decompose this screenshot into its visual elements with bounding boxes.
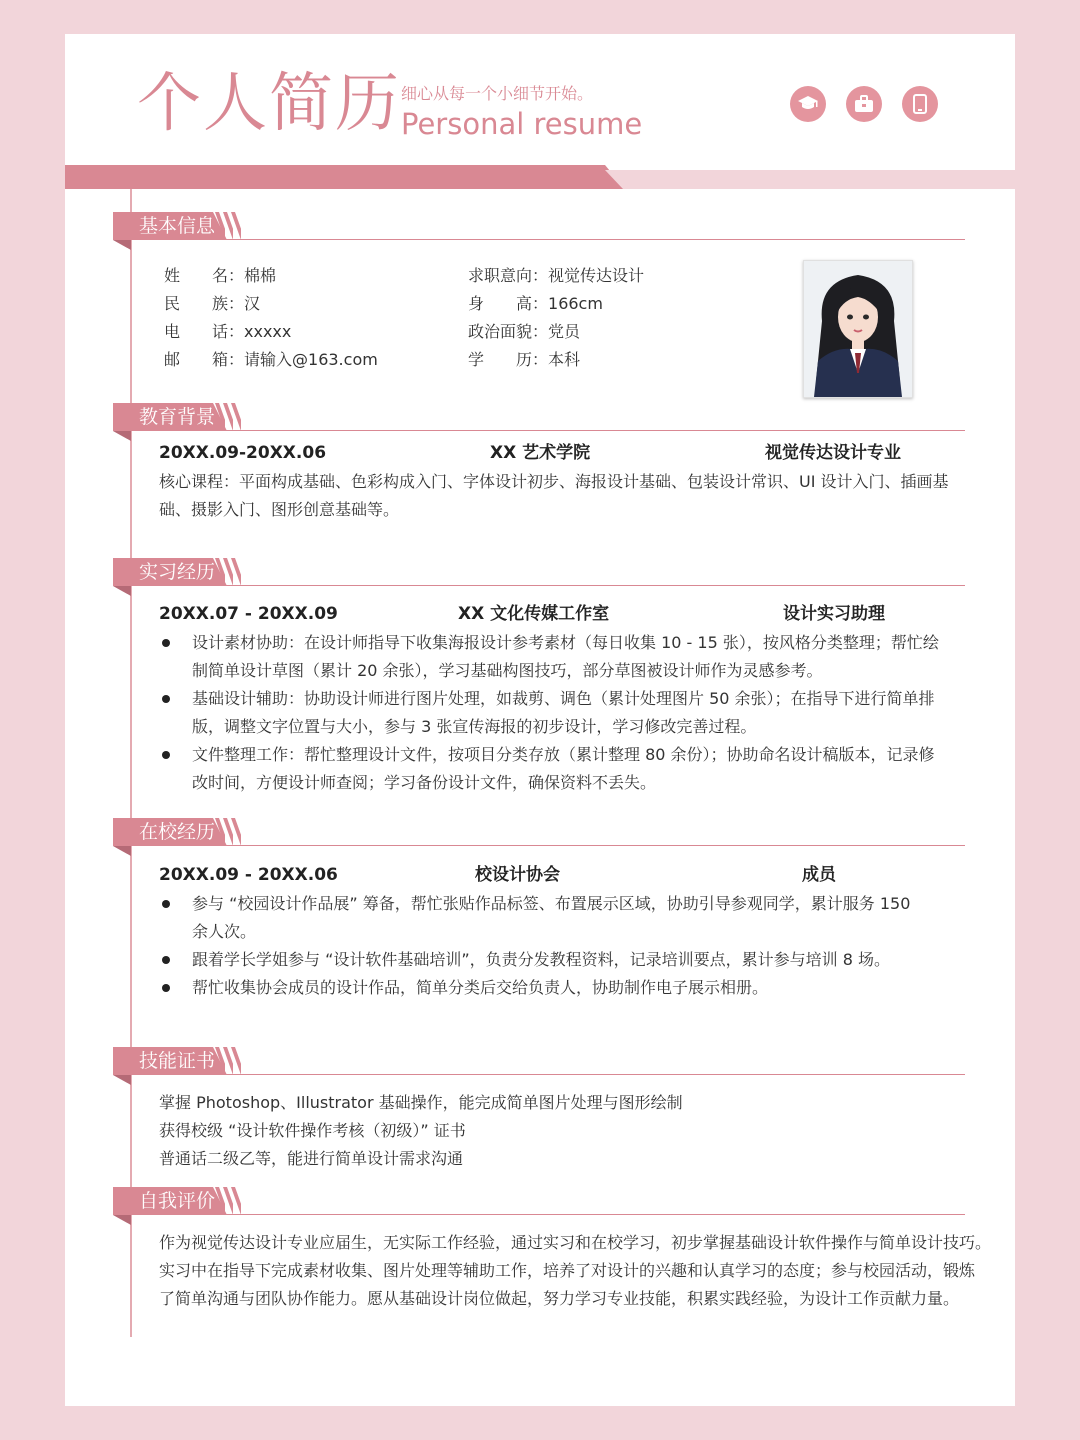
info-row: 姓 名：棉棉: [164, 266, 277, 285]
skill-item: 获得校级 “设计软件操作考核（初级）” 证书: [159, 1121, 466, 1140]
skill-item: 掌握 Photoshop、Illustrator 基础操作，能完成简单图片处理与图形绘制: [159, 1093, 683, 1112]
section-header-skills: [113, 1047, 965, 1087]
section-title: 实习经历: [139, 561, 216, 583]
section-title: 自我评价: [139, 1190, 216, 1212]
page-title: 个人简历: [137, 67, 401, 141]
self-eval-line: 了简单沟通与团队协作能力。愿从基础设计岗位做起，努力学习专业技能，积累实践经验，为设计工作贡献力量。: [159, 1289, 960, 1308]
page-subtitle: Personal resume: [401, 107, 643, 141]
list-item: 设计素材协助：在设计师指导下收集海报设计参考素材（每日收集 10 - 15 张），按风格分类整理；帮忙绘 制简单设计草图（累计 20 余张），学习基础构图技巧，部分草图被设计师作为灵感参考。: [192, 629, 939, 685]
internship-role: 设计实习助理: [783, 604, 885, 624]
self-eval-line: 实习中在指导下完成素材收集、图片处理等辅助工作，培养了对设计的兴趣和认真学习的态度；参与校园活动，锻炼: [159, 1261, 976, 1280]
list-item: 基础设计辅助：协助设计师进行图片处理，如裁剪、调色（累计处理图片 50 余张）；在指导下进行简单排 版，调整文字位置与大小，参与 3 张宣传海报的初步设计，学习修改完善过程。: [192, 685, 935, 741]
header-band-light: [605, 170, 1015, 189]
education-date: 20XX.09-20XX.06: [159, 443, 327, 463]
list-item: 参与 “校园设计作品展” 筹备，帮忙张贴作品标签、布置展示区域，协助引导参观同学，累计服务 150 余人次。: [192, 890, 910, 946]
slogan: 细心从每一个小细节开始。: [401, 84, 594, 103]
section-header-campus: [113, 818, 965, 858]
phone-icon: [902, 86, 938, 122]
info-row: 求职意向：视觉传达设计: [468, 266, 645, 285]
section-header-self: [113, 1187, 965, 1227]
education-courses: 础、摄影入门、图形创意基础等。: [159, 500, 400, 519]
timeline-line: [130, 189, 132, 1337]
internship-org: XX 文化传媒工作室: [458, 604, 610, 624]
skill-item: 普通话二级乙等，能进行简单设计需求沟通: [159, 1149, 464, 1168]
education-major: 视觉传达设计专业: [765, 443, 901, 463]
briefcase-icon: [846, 86, 882, 122]
info-row: 邮 箱：请输入@163.com: [164, 350, 378, 369]
section-title: 技能证书: [139, 1050, 216, 1072]
info-row: 民 族：汉: [164, 294, 261, 313]
education-school: XX 艺术学院: [490, 443, 591, 463]
list-item: 跟着学长学姐参与 “设计软件基础培训”，负责分发教程资料，记录培训要点，累计参与培训 8 场。: [192, 946, 890, 974]
info-row: 身 高：166cm: [468, 294, 603, 313]
header-band: [65, 165, 625, 189]
self-eval-line: 作为视觉传达设计专业应届生，无实际工作经验，通过实习和在校学习，初步掌握基础设计软件操作与简单设计技巧。: [159, 1233, 992, 1252]
campus-date: 20XX.09 - 20XX.06: [159, 865, 338, 885]
campus-role: 成员: [802, 865, 836, 885]
info-row: 电 话：xxxxx: [164, 322, 292, 341]
section-header-internship: [113, 558, 965, 598]
section-header-education: [113, 403, 965, 443]
list-item: 文件整理工作：帮忙整理设计文件，按项目分类存放（累计整理 80 余份）；协助命名设计稿版本，记录修 改时间，方便设计师查阅；学习备份设计文件，确保资料不丢失。: [192, 741, 935, 797]
profile-photo: [803, 260, 913, 398]
section-header-basic: [113, 212, 965, 252]
internship-date: 20XX.07 - 20XX.09: [159, 604, 338, 624]
resume-paper: [65, 34, 1015, 1406]
list-item: 帮忙收集协会成员的设计作品，简单分类后交给负责人，协助制作电子展示相册。: [192, 974, 768, 1002]
section-title: 在校经历: [139, 821, 216, 843]
section-title: 教育背景: [139, 406, 216, 428]
info-row: 政治面貌：党员: [468, 322, 581, 341]
campus-org: 校设计协会: [475, 865, 560, 885]
section-title: 基本信息: [139, 215, 216, 237]
education-courses: 核心课程：平面构成基础、色彩构成入门、字体设计初步、海报设计基础、包装设计常识、UI 设计入门、插画基: [159, 472, 949, 491]
info-row: 学 历：本科: [468, 350, 581, 369]
graduation-cap-icon: [790, 86, 826, 122]
